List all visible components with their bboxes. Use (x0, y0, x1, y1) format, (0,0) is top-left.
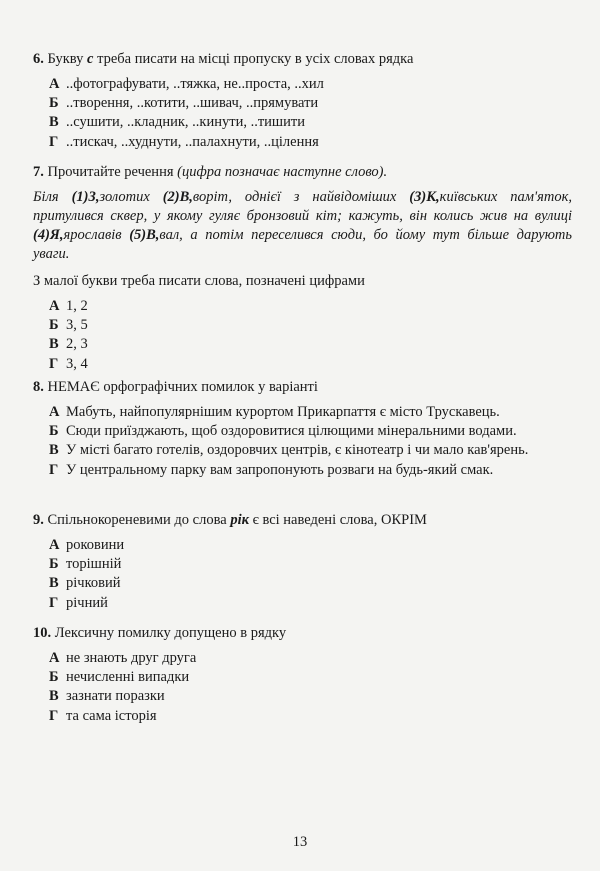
question-7-subprompt: З малої букви треба писати слова, позначені цифрами (33, 273, 365, 289)
option-v: В ..сушити, ..кладник, ..кинути, ..тишити (49, 114, 305, 131)
option-g: Г 3, 4 (49, 355, 88, 372)
option-g: Г У центральному парку вам запропонують розваги на будь-який смак. (49, 461, 494, 478)
option-a: А не знають друг друга (49, 650, 197, 666)
option-a: А 1, 2 (49, 298, 88, 314)
question-8-options (49, 403, 572, 480)
question-7-passage: Біля (1)З,золотих (2)В,воріт, однієї з найвідоміших (3)К,київських пам'яток, притулився сквер, у якому гуляє бронзовий кіт; кажуть, він колись жив на вулиці (4)Я,ярославів (5)В,вал, а потім переселився сюди, бо йому тут більше дарують уваги. (33, 189, 572, 262)
question-6 (33, 50, 572, 152)
page-number: 13 (292, 834, 308, 850)
option-a: А ..фотографувати, ..тяжка, не..проста, ..хил (49, 76, 324, 92)
option-g: Г ..тискач, ..худнути, ..палахнути, ..цілення (49, 133, 319, 150)
option-v: В У місті багато готелів, оздоровчих центрів, є кінотеатр і чи мало кав'ярень. (49, 442, 529, 459)
option-v: В 2, 3 (49, 336, 88, 353)
question-number: 6. (33, 51, 44, 67)
question-9-options (49, 536, 572, 613)
question-6-prompt: 6. Букву с треба писати на місці пропуску в усіх словах рядка (33, 51, 414, 67)
question-10-prompt: 10. Лексичну помилку допущено в рядку (33, 625, 287, 641)
option-b: Б Сюди приїзджають, щоб оздоровитися цілющими мінеральними водами. (49, 423, 517, 440)
question-number: 9. (33, 512, 44, 528)
question-9-prompt: 9. Спільнокореневими до слова рік є всі наведені слова, ОКРІМ (33, 512, 427, 528)
option-g: Г річний (49, 594, 108, 611)
question-8 (33, 378, 572, 480)
question-7-prompt: 7. Прочитайте речення (цифра позначає наступне слово). (33, 164, 388, 180)
option-b: Б 3, 5 (49, 317, 88, 334)
option-b: Б торішній (49, 556, 122, 573)
option-v: В річковий (49, 575, 121, 592)
option-v: В зазнати поразки (49, 688, 165, 705)
question-10 (33, 624, 572, 726)
option-b: Б нечисленні випадки (49, 669, 190, 686)
option-g: Г та сама історія (49, 707, 157, 724)
question-7-options (49, 297, 572, 374)
question-number: 8. (33, 379, 44, 395)
question-10-options (49, 649, 572, 726)
question-number: 7. (33, 164, 44, 180)
question-8-prompt: 8. НЕМАЄ орфографічних помилок у варіанті (33, 379, 318, 395)
option-a: А Мабуть, найпопулярнішим курортом Прикарпаття є місто Трускавець. (49, 404, 500, 420)
question-6-options (49, 75, 572, 152)
question-9 (33, 511, 572, 613)
question-7 (33, 163, 572, 374)
option-b: Б ..творення, ..котити, ..шивач, ..прямувати (49, 95, 319, 112)
option-a: А роковини (49, 537, 125, 553)
question-number: 10. (33, 625, 52, 641)
